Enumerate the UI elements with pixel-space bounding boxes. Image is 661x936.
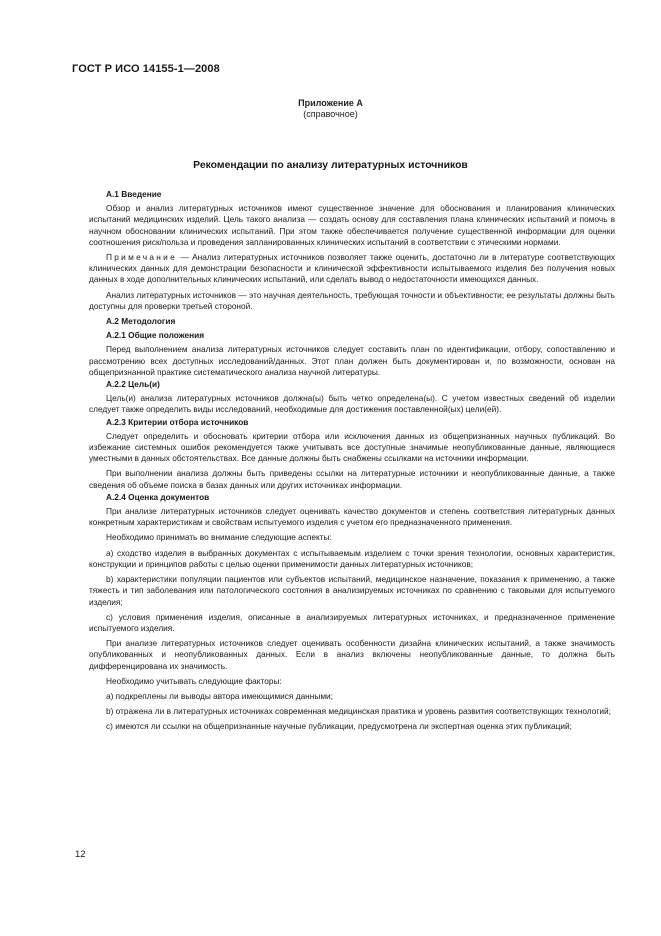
section-a23-heading: А.2.3 Критерии отбора источников xyxy=(106,416,249,427)
note-paragraph xyxy=(89,252,615,286)
paragraph: Цель(и) анализа литературных источников должна(ы) быть четко определена(ы). С учетом известных сведений об изделии следует также определить виды исследований, необходимые для достижения поставленной(ых) цели(ей). xyxy=(89,393,615,415)
list-item: а) сходство изделия в выбранных документах с испытываемым изделием с точки зрения технологии, основных характеристик, конструкции и принципов работы с целью оценки применимости данных литературных источников; xyxy=(89,547,615,569)
annex-subtitle: (справочное) xyxy=(303,109,358,119)
paragraph: Необходимо принимать во внимание следующие аспекты: xyxy=(106,532,332,543)
section-a24-heading: А.2.4 Оценка документов xyxy=(106,491,210,502)
page-number: 12 xyxy=(75,849,86,860)
annex-title: Приложение А xyxy=(298,98,363,108)
list-item: а) подкреплены ли выводы автора имеющимися данными; xyxy=(106,690,333,701)
standard-header: ГОСТ Р ИСО 14155-1—2008 xyxy=(72,63,220,75)
section-a2-heading: А.2 Методология xyxy=(106,316,176,327)
paragraph: При анализе литературных источников следует оценивать качество документов и степень соответствия литературных данных конкретным характеристикам и свойствам испытуемого изделия с учетом его предназначенного применения. xyxy=(89,506,615,528)
section-a1-heading: А.1 Введение xyxy=(106,189,162,199)
paragraph: При выполнении анализа должны быть приведены ссылки на литературные источники и неопубликованные данные, а также сведения об объеме поиска в базах данных или других источниках информации. xyxy=(89,468,615,490)
section-a21-heading: А.2.1 Общие положения xyxy=(106,330,205,341)
paragraph: Обзор и анализ литературных источников имеют существенное значение для обоснования и планирования клинических испытаний медицинских изделий. Цель такого анализа — создать основу для составления плана клинических испытаний и помочь в научном обосновании клинических испытаний. При этом также обеспечивается получение существенной информации для оценки соотношения риск/польза и проведения запланированных клинических испытаний в соответствии с этическими нормами. xyxy=(89,203,615,247)
document-body xyxy=(89,189,615,737)
note-label: Примечание xyxy=(106,252,178,263)
list-item: c) имеются ли ссылки на общепризнанные научные публикации, предусмотрена ли экспертная оценка этих публикаций; xyxy=(106,721,572,732)
list-item: b) характеристики популяции пациентов или субъектов испытаний, медицинское назначение, показания к применению, а также тяжесть и тип заболевания или патологического состояния в анализируемых источниках по сравнению с таковыми для испытуемого изделия; xyxy=(89,574,615,607)
annex-heading xyxy=(0,98,661,120)
paragraph: Перед выполнением анализа литературных источников следует составить план по идентификации, отбору, сопоставлению и рассмотрению всех доступных исследований/данных. Этот план должен быть документирован и, по возможности, основан на общепризнанной практике систематического анализа научной литературы. xyxy=(89,344,615,377)
paragraph: Следует определить и обосновать критерии отбора или исключения данных из общепризнанных научных публикаций. Во избежание системных ошибок рекомендуется также учитывать все доступные значимые неопубликованные данные, являющиеся уместными в данных обстоятельствах. Все данные должны быть снабжены ссылками на источники информации. xyxy=(89,430,615,464)
paragraph: Анализ литературных источников — это научная деятельность, требующая точности и объективности; ее результаты должны быть доступны для проверки третьей стороной. xyxy=(89,289,615,311)
page-title: Рекомендации по анализу литературных источников xyxy=(193,160,468,171)
list-item: b) отражена ли в литературных источниках современная медицинская практика и уровень развития соответствующих технологий; xyxy=(106,706,611,717)
note-text: — Анализ литературных источников позволяет также оценить, достаточно ли в литературе соответствующих клинических данных для демонстрации безопасности и клинической эффективности испытываемого изделия без получения новых данных в ходе дополнительных клинических испытаний, или сделать вывод о недостаточности имеющихся данных. xyxy=(89,252,615,285)
paragraph: При анализе литературных источников следует оценивать особенности дизайна клинических испытаний, а также значимость опубликованных и неопубликованных данных. Если в анализ включены неопубликованные данные, то должна быть дифференцирована их значимость. xyxy=(89,638,615,671)
paragraph: Необходимо учитывать следующие факторы: xyxy=(106,675,282,686)
list-item: c) условия применения изделия, описанные в анализируемых литературных источниках, и предназначенное применение испытуемого изделия. xyxy=(89,611,615,633)
section-a22-heading: А.2.2 Цель(и) xyxy=(106,379,160,390)
